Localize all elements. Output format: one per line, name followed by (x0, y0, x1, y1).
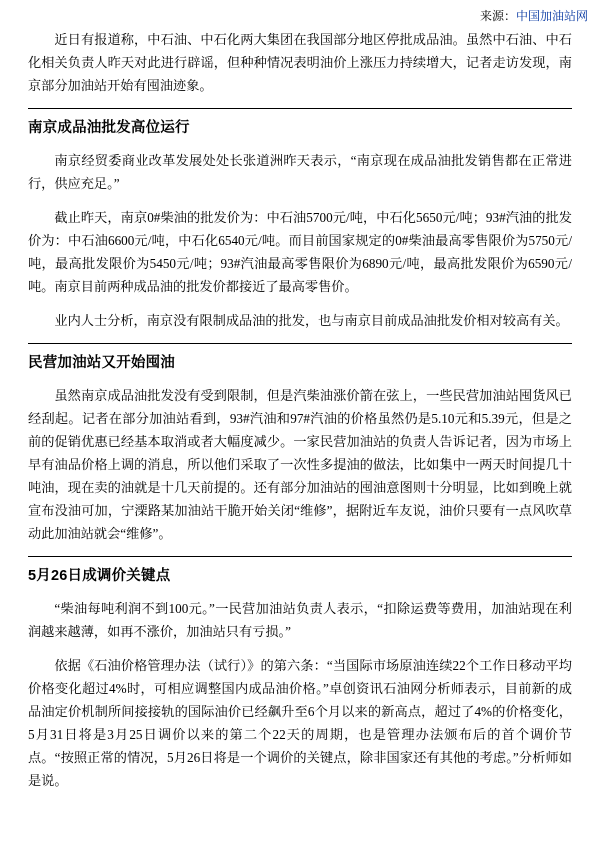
source-label: 来源： (479, 9, 516, 23)
paragraph: 近日有报道称，中石油、中石化两大集团在我国部分地区停批成品油。虽然中石油、中石化相关负责人昨天对此进行辟谣，但种种情况表明油价上涨压力持续增大，记者走访发现，南京部分加油站开始有囤油迹象。 (28, 32, 572, 93)
section-heading: 南京成品油批发高位运行 (28, 120, 190, 136)
article-body (0, 24, 600, 792)
paragraph: 依据《石油价格管理办法（试行）》的第六条：“当国际市场原油连续22个工作日移动平均价格变化超过4%时，可相应调整国内成品油价格。”卓创资讯石油网分析师表示，目前新的成品油定价机制所间接接轨的国际油价已经飙升至6个月以来的新高点，超过了4%的价格变化，5月31日将是3月25日调价以来的第二个22天的周期，也是管理办法颁布后的首个调价节点。“按照正常的情况，5月26日将是一个调价的关键点，除非国家还有其他的考虑。”分析师如是说。 (28, 658, 572, 788)
section-divider (28, 343, 572, 344)
paragraph: “柴油每吨利润不到100元。”一民营加油站负责人表示，“扣除运费等费用，加油站现在利润越来越薄，如再不涨价，加油站只有亏损。” (28, 601, 572, 639)
source-link[interactable]: 中国加油站网 (515, 9, 588, 23)
paragraph: 南京经贸委商业改革发展处处长张道洲昨天表示，“南京现在成品油批发销售都在正常进行，供应充足。” (28, 153, 572, 191)
paragraph: 截止昨天，南京0#柴油的批发价为：中石油5700元/吨，中石化5650元/吨；93#汽油的批发价为：中石油6600元/吨，中石化6540元/吨。而目前国家规定的0#柴油最高零售限价为5750元/吨，最高批发限价为5450元/吨；93#汽油最高零售限价为6890元/吨，最高批发限价为6590元/吨。南京目前两种成品油的批发价都接近了最高零售价。 (28, 210, 572, 294)
source-line (0, 0, 600, 24)
section-heading: 5月26日成调价关键点 (28, 568, 171, 584)
paragraph: 业内人士分析，南京没有限制成品油的批发，也与南京目前成品油批发价相对较高有关。 (54, 313, 569, 328)
section-divider (28, 556, 572, 557)
section-heading: 民营加油站又开始囤油 (28, 355, 175, 371)
section-divider (28, 108, 572, 109)
paragraph: 虽然南京成品油批发没有受到限制，但是汽柴油涨价箭在弦上，一些民营加油站囤货风已经刮起。记者在部分加油站看到，93#汽油和97#汽油的价格虽然仍是5.10元和5.39元，但是之前的促销优惠已经基本取消或者大幅度减少。一家民营加油站的负责人告诉记者，因为市场上早有油品价格上调的消息，所以他们采取了一次性多提油的做法，比如集中一两天时间提几十吨油，现在卖的油就是十几天前提的。还有部分加油站的囤油意图则十分明显，比如到晚上就宣布没油可加，宁溧路某加油站干脆开始关闭“维修”，据附近车友说，油价只要有一点风吹草动此加油站就会“维修”。 (28, 388, 572, 541)
